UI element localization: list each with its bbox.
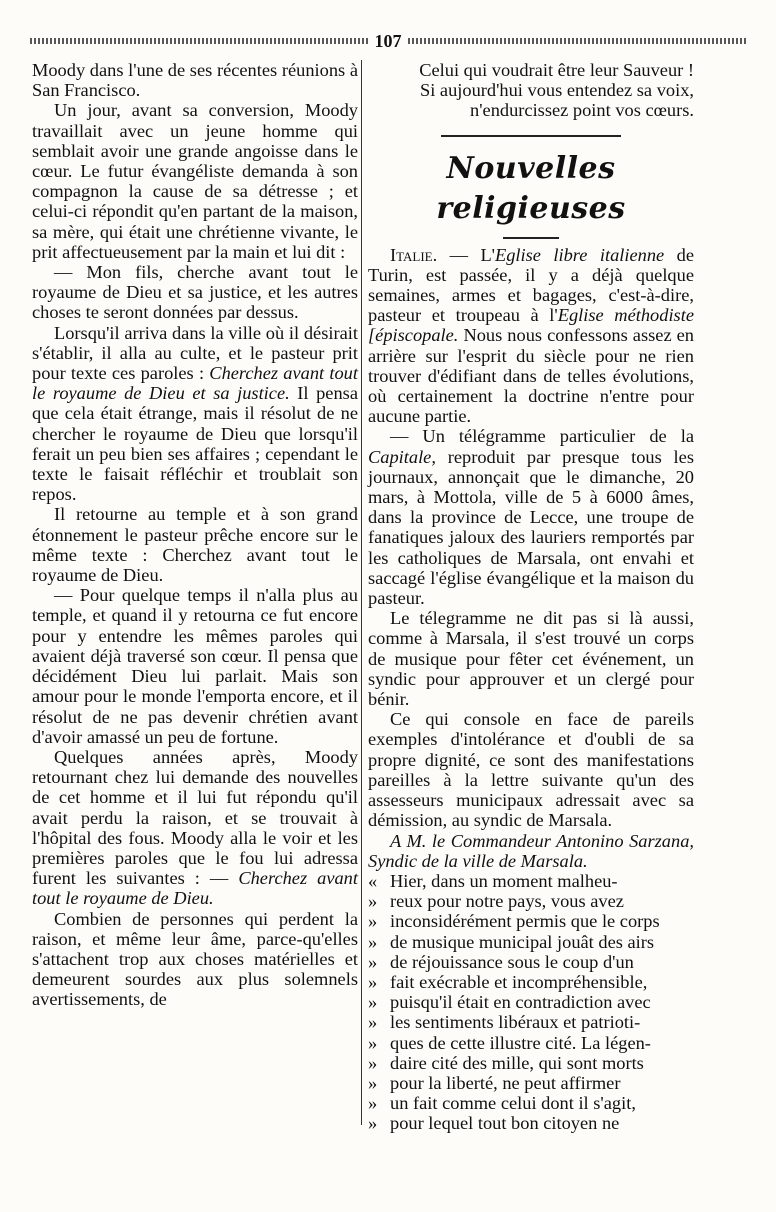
letter-line-text: Hier, dans un moment malheu- [390, 870, 618, 891]
page-number: 107 [374, 30, 402, 51]
quote-mark: » [368, 1093, 378, 1114]
section-rule [441, 135, 621, 137]
paragraph: — Mon fils, cherche avant tout le royaume de Dieu et sa justice, et les autres choses te seront données par dessus. [32, 262, 358, 323]
letter-line [368, 891, 694, 911]
letter-line [368, 911, 694, 931]
verse-line: Celui qui voudrait être leur Sauveur ! [419, 60, 694, 80]
letter-line [368, 972, 694, 992]
letter-body [368, 871, 694, 1134]
paragraph-text: de Turin, est passée, il y a déjà quelque semaines, armes et bagages, c'est-à-dire, pasteur et troupeau à l' [368, 244, 694, 326]
letter-line-text: pour lequel tout bon citoyen ne [390, 1113, 620, 1134]
letter-line [368, 1073, 694, 1093]
news-item-italie [368, 245, 694, 427]
paragraph: Moody dans l'une de ses récentes réunions à San Francisco. [32, 60, 358, 101]
letter-line [368, 1033, 694, 1053]
letter-line-text: reux pour notre pays, vous avez [390, 891, 624, 912]
quote-mark: » [368, 911, 378, 932]
letter-line-text: de musique municipal jouât des airs [390, 931, 655, 952]
address-text: A M. le Commandeur Antonino Sarzana, Syndic de la ville de Marsala. [368, 830, 694, 871]
letter-line [368, 1012, 694, 1032]
verse-line: n'endurcissez point vos cœurs. [470, 100, 694, 121]
quote-mark: » [368, 1072, 378, 1093]
paragraph: Ce qui console en face de pareils exemples d'intolérance et d'oubli de sa propre dignité, ce sont des manifestations pareilles à la lettre suivante qu'un des assesseurs municipaux adressait avec sa démission, au syndic de Marsala. [368, 709, 694, 831]
paragraph: Combien de personnes qui perdent la raison, et même leur âme, parce-qu'elles s'attachent trop aux choses matérielles et demeurent sourdes aux plus solemnels avertissements, de [32, 908, 358, 1010]
letter-line [368, 1113, 694, 1133]
paragraph: Un jour, avant sa conversion, Moody travaillait avec un jeune homme qui semblait avoir une grande angoisse dans le cœur. Le futur évangéliste demanda à son compagnon la cause de sa détresse ; et celui-ci répondit qu'en partant de la maison, sa mère, qui était une chrétienne vivante, le prit affectueusement par la main et lui dit : [32, 100, 358, 262]
letter-address [368, 831, 694, 871]
left-column [32, 60, 358, 1010]
paragraph-text: Quelques années après, Moody retournant chez lui demande des nouvelles de cet homme et il lui fut répondu qu'il avait perdu la raison, et se trouvait à l'hôpital des fous. Moody alla le voir et les premières paroles que le fou lui adressa furent les suivantes : — [32, 746, 358, 889]
quote-mark: » [368, 971, 378, 992]
header-rule-right [408, 38, 747, 44]
capitale-title: Capitale, [368, 446, 436, 467]
quote-mark: » [368, 992, 378, 1013]
letter-line-text: les sentiments libéraux et patrioti- [390, 1012, 641, 1033]
letter-line [368, 932, 694, 952]
paragraph-text: Il pensa que cela était étrange, mais il résolut de ne chercher le royaume de Dieu que lorsqu'il ferait un peu bien ses affaires ; cependant le texte le faisait réfléchir et troublait son repos. [32, 383, 358, 505]
letter-line [368, 992, 694, 1012]
quote-mark: » [368, 931, 378, 952]
scripture-quote: Cherchez avant tout le royaume de Dieu et sa justice. [32, 363, 358, 404]
paragraph-text: Nous nous confessons assez en arrière sur l'esprit du siècle pour ne rien trouver d'édifiant dans de telles évolutions, où certainement la doctrine n'entre pour aucune partie. [368, 325, 694, 427]
letter-line-text: fait exécrable et incompréhensible, [390, 971, 648, 992]
quote-mark: » [368, 951, 378, 972]
letter-line-text: un fait comme celui dont il s'agit, [390, 1093, 636, 1114]
quote-mark: » [368, 1113, 378, 1134]
scripture-quote: Cherchez avant tout le royaume de Dieu. [32, 868, 358, 909]
page-header [30, 30, 746, 52]
letter-line-text: ques de cette illustre cité. La légen- [390, 1032, 651, 1053]
column-divider [361, 60, 362, 1125]
verse-line: Si aujourd'hui vous entendez sa voix, [419, 80, 694, 101]
letter-line-text: pour la liberté, ne peut affirmer [390, 1072, 621, 1093]
paragraph [32, 747, 358, 909]
quote-mark: « [368, 870, 378, 891]
letter-line-text: puisqu'il était en contradiction avec [390, 992, 651, 1013]
quote-mark: » [368, 891, 378, 912]
letter-line [368, 952, 694, 972]
letter-line [368, 1093, 694, 1113]
letter-line [368, 1053, 694, 1073]
letter-line-text: daire cité des mille, qui sont morts [390, 1052, 644, 1073]
right-column [368, 60, 694, 1134]
quote-mark: » [368, 1012, 378, 1033]
news-label: Italie. — L' [390, 244, 495, 265]
church-name: Eglise méthodiste [épiscopale. [368, 305, 694, 346]
letter-line [368, 871, 694, 891]
paragraph: — Pour quelque temps il n'alla plus au temple, et quand il y retourna ce fut encore pour y entendre les mêmes paroles qui avaient déjà traversé son cœur. Il pensa que décidément Dieu lui parlait. Mais son amour pour le monde l'emporta encore, et il résolut de ne pas devenir chrétien avant d'avoir amassé un peu de fortune. [32, 585, 358, 747]
letter-line-text: de réjouissance sous le coup d'un [390, 951, 634, 972]
paragraph: Il retourne au temple et à son grand étonnement le pasteur prêche encore sur le même texte : Cherchez avant tout le royaume de Dieu. [32, 504, 358, 586]
header-rule-left [30, 38, 369, 44]
news-item-telegram [368, 426, 694, 608]
paragraph: Le télegramme ne dit pas si là aussi, comme à Marsala, il s'est trouvé un corps de musique pour fêter cet événement, un syndic pour approuver et un clergé pour bénir. [368, 608, 694, 710]
church-name: Eglise libre italienne [495, 244, 665, 265]
title-rule [503, 237, 559, 239]
paragraph [32, 323, 358, 505]
paragraph-text: reproduit par presque tous les journaux, annonçait que le dimanche, 20 mars, à Mottola, ville de 5 à 6000 âmes, dans la province de Lecce, une troupe de fanatiques jaloux des lauriers remportés par les catholiques de Marsala, ont envahi et saccagé l'église évangélique et la maison du pasteur. [368, 446, 694, 609]
paragraph-text: Lorsqu'il arriva dans la ville où il désirait s'établir, il alla au culte, et le pasteur prit pour texte ces paroles : [32, 322, 358, 384]
letter-line-text: inconsidérément permis que le corps [390, 911, 660, 932]
quote-mark: » [368, 1032, 378, 1053]
paragraph-text: — Un télégramme particulier de la [390, 426, 694, 447]
quote-mark: » [368, 1052, 378, 1073]
section-title: Nouvelles religieuses [436, 150, 626, 226]
